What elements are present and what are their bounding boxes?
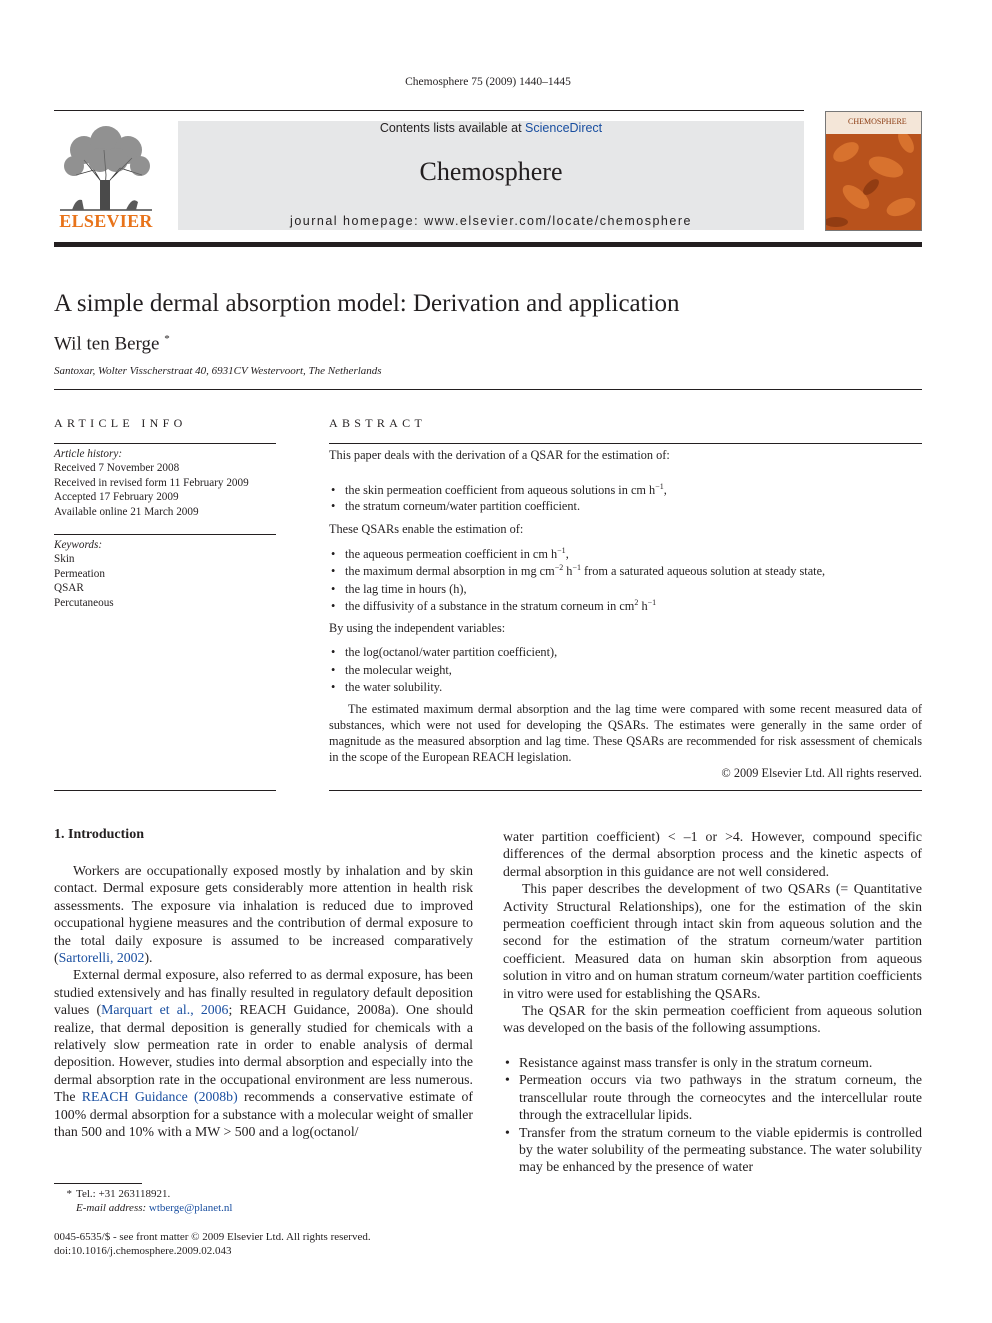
contents-prefix: Contents lists available at xyxy=(379,121,526,135)
assumption-bullet: • Resistance against mass transfer is only in the stratum corneum. xyxy=(503,1054,922,1071)
article-history xyxy=(54,447,249,519)
section-heading: 1. Introduction xyxy=(54,827,144,842)
paragraph-text: ). xyxy=(144,950,153,966)
unit-exponent: −2 xyxy=(554,563,564,573)
body-column-right xyxy=(503,828,922,1176)
abstract-bullet xyxy=(329,546,922,563)
contents-line xyxy=(178,121,804,135)
header-rule xyxy=(54,110,804,111)
citation-link[interactable]: Sartorelli, 2002 xyxy=(58,950,145,966)
keywords xyxy=(54,538,114,610)
article-info-heading: ARTICLE INFO xyxy=(54,416,187,430)
history-item: Accepted 17 February 2009 xyxy=(54,491,179,504)
assumption-bullet: • Permeation occurs via two pathways in the stratum corneum, the transcellular route through the corneocytes and the intercellular route through the extracellular lipids. xyxy=(503,1071,922,1123)
body-paragraph-continued: water partition coefficient) < –1 or >4. However, compound specific differences of the dermal absorption process and the kinetic aspects of dermal absorption in this guidance are not well considered. xyxy=(503,829,922,879)
footnote-tel xyxy=(54,1187,170,1201)
abstract-list-3 xyxy=(329,644,922,697)
footnote-mark: * xyxy=(66,1188,72,1200)
abstract-list-2 xyxy=(329,546,922,615)
article-info-rule xyxy=(54,443,276,444)
author-affiliation: Santoxar, Wolter Visscherstraat 40, 6931CV Westervoort, The Netherlands xyxy=(54,365,382,377)
abstract-list-1 xyxy=(329,482,922,514)
abstract-bottom-rule xyxy=(329,790,922,791)
article-info-bottom-rule xyxy=(54,790,276,791)
abstract-intro: This paper deals with the derivation of a QSAR for the estimation of: xyxy=(329,448,670,462)
assumption-bullet: • Transfer from the stratum corneum to the viable epidermis is controlled by the water solubility of the permeating substance. The water solubility may be enhanced by the presence of water xyxy=(503,1124,922,1176)
unit-text: h xyxy=(563,564,573,579)
header-thick-rule xyxy=(54,242,922,247)
cover-title: CHEMOSPHERE xyxy=(848,117,907,126)
abstract-summary: The estimated maximum dermal absorption and the lag time were compared with some recent measured data of substances, which were not used for developing the QSARs. The estimates were generally in the same order of magnitude as the measured absorption and lag time. These QSARs are recommended for risk assessment of chemicals in the scope of the European REACH legislation. xyxy=(329,702,922,764)
author-line xyxy=(54,333,170,355)
journal-cover-thumbnail xyxy=(825,111,922,231)
citation-link[interactable]: Marquart et al., 2006 xyxy=(101,1002,229,1018)
paragraph-text: External dermal exposure, also referred to as dermal exposure, has been studied extensively and has finally resulted in regulatory default deposition values ( xyxy=(54,967,473,1018)
bullet-tail: , xyxy=(565,547,569,561)
body-paragraph xyxy=(54,862,473,966)
abstract-bullet: • the log(octanol/water partition coefficient), xyxy=(329,644,922,662)
email-link[interactable]: wtberge@planet.nl xyxy=(148,1202,233,1214)
body-paragraph xyxy=(54,966,473,1140)
unit-exponent: 2 xyxy=(634,597,639,607)
history-item: Available online 21 March 2009 xyxy=(54,505,199,518)
abstract-rule xyxy=(329,443,922,444)
history-item: Received in revised form 11 February 2009 xyxy=(54,476,249,489)
paragraph-text: recommends a conservative estimate of 100% dermal absorption for a substance with a molecular weight of smaller than 500 and 10% with a MW > 500 and a log(octanol/ xyxy=(54,1089,474,1140)
keyword: Permeation xyxy=(54,567,105,580)
bullet-tail: from a saturated aqueous solution at steady state, xyxy=(580,564,826,579)
abstract-bullet: • the molecular weight, xyxy=(329,662,922,680)
journal-homepage[interactable]: journal homepage: www.elsevier.com/locate/chemosphere xyxy=(290,214,692,228)
body-paragraph: This paper describes the development of two QSARs (= Quantitative Activity Structural Relationships), one for the estimation of the skin permeation coefficient through intact skin from aqueous solution and the second for the estimation of the stratum corneum/water partition coefficient. Measured data on human skin absorption from aqueous solution in vitro and on human stratum corneum/water partition coefficients in vitro were used for establishing the QSARs. xyxy=(503,881,922,1001)
history-label: Article history: xyxy=(54,448,123,460)
bullet-text: the diffusivity of a substance in the stratum corneum in cm xyxy=(345,598,635,613)
author-name[interactable]: Wil ten Berge xyxy=(54,333,160,355)
abstract-bullet: • the stratum corneum/water partition coefficient. xyxy=(329,498,922,514)
email-label: E-mail address: xyxy=(76,1202,147,1214)
unit-exponent: −1 xyxy=(557,546,566,555)
abstract-bullet xyxy=(329,563,922,580)
doi-line[interactable]: doi:10.1016/j.chemosphere.2009.02.043 xyxy=(54,1245,232,1257)
footnote-rule xyxy=(54,1183,142,1184)
paragraph-text: ; REACH Guidance, 2008a). One should realize, that dermal deposition is generally studied for chemicals with a relatively slow permeation rate in order to enable analysis of dermal deposition. However, studies into dermal absorption and especially into the dermal absorption rate in the occupational environment are less numerous. The xyxy=(54,1002,473,1105)
keywords-rule xyxy=(54,534,276,535)
citation-link[interactable]: REACH Guidance (2008b) xyxy=(81,1089,238,1105)
bullet-text: the skin permeation coefficient from aqueous solutions in cm h xyxy=(345,483,656,497)
unit-exponent: −1 xyxy=(655,482,664,491)
abstract-bullet xyxy=(329,598,922,615)
unit-text: h xyxy=(638,598,648,613)
abstract-bullet: • the skin permeation coefficient from aqueous solutions in cm $h^{-1}$, xyxy=(329,482,922,498)
abstract-copyright: © 2009 Elsevier Ltd. All rights reserved. xyxy=(721,766,922,780)
issn-line: 0045-6535/$ - see front matter © 2009 Elsevier Ltd. All rights reserved. xyxy=(54,1231,371,1243)
sciencedirect-link[interactable]: ScienceDirect xyxy=(525,121,603,135)
author-footnote-mark[interactable]: * xyxy=(164,333,170,345)
unit-exponent: −1 xyxy=(572,563,581,573)
keyword: Skin xyxy=(54,553,75,566)
abstract-mid: These QSARs enable the estimation of: xyxy=(329,522,524,536)
spacer xyxy=(503,1037,922,1054)
keywords-label: Keywords: xyxy=(54,539,103,551)
footnote-text: Tel.: +31 263118921. xyxy=(76,1188,171,1200)
history-item: Received 7 November 2008 xyxy=(54,462,180,475)
article-title: A simple dermal absorption model: Derivation and application xyxy=(54,290,680,317)
keyword: QSAR xyxy=(54,582,84,595)
body-column-left xyxy=(54,862,473,1141)
abstract-bullet: • the water solubility. xyxy=(329,679,922,697)
bullet-text: the maximum dermal absorption in mg cm xyxy=(345,564,555,579)
footnote-email xyxy=(54,1201,232,1215)
bullet-text: the aqueous permeation coefficient in cm h xyxy=(345,547,558,561)
journal-citation: Chemosphere 75 (2009) 1440–1445 xyxy=(405,76,571,88)
keyword: Percutaneous xyxy=(54,596,114,609)
paragraph-text: Workers are occupationally exposed mostly by inhalation and by skin contact. Dermal exposure gets considerably more attention in health risk assessments. The exposure via inhalation is reduced due to improved occupational hygiene measures and the contribution of dermal exposure to the total daily exposure is assumed to be increased comparatively ( xyxy=(54,863,473,966)
abstract-bullet: • the lag time in hours (h), xyxy=(329,581,922,598)
elsevier-wordmark: ELSEVIER xyxy=(59,211,153,231)
body-paragraph: The QSAR for the skin permeation coefficient from aqueous solution was developed on the basis of the following assumptions. xyxy=(503,1003,922,1036)
abstract-vars-intro: By using the independent variables: xyxy=(329,621,506,635)
cover-leaf-image xyxy=(826,112,922,231)
unit-exponent: −1 xyxy=(647,597,657,607)
journal-name: Chemosphere xyxy=(419,157,563,186)
affiliation-rule xyxy=(54,389,922,390)
abstract-heading: ABSTRACT xyxy=(329,416,427,430)
